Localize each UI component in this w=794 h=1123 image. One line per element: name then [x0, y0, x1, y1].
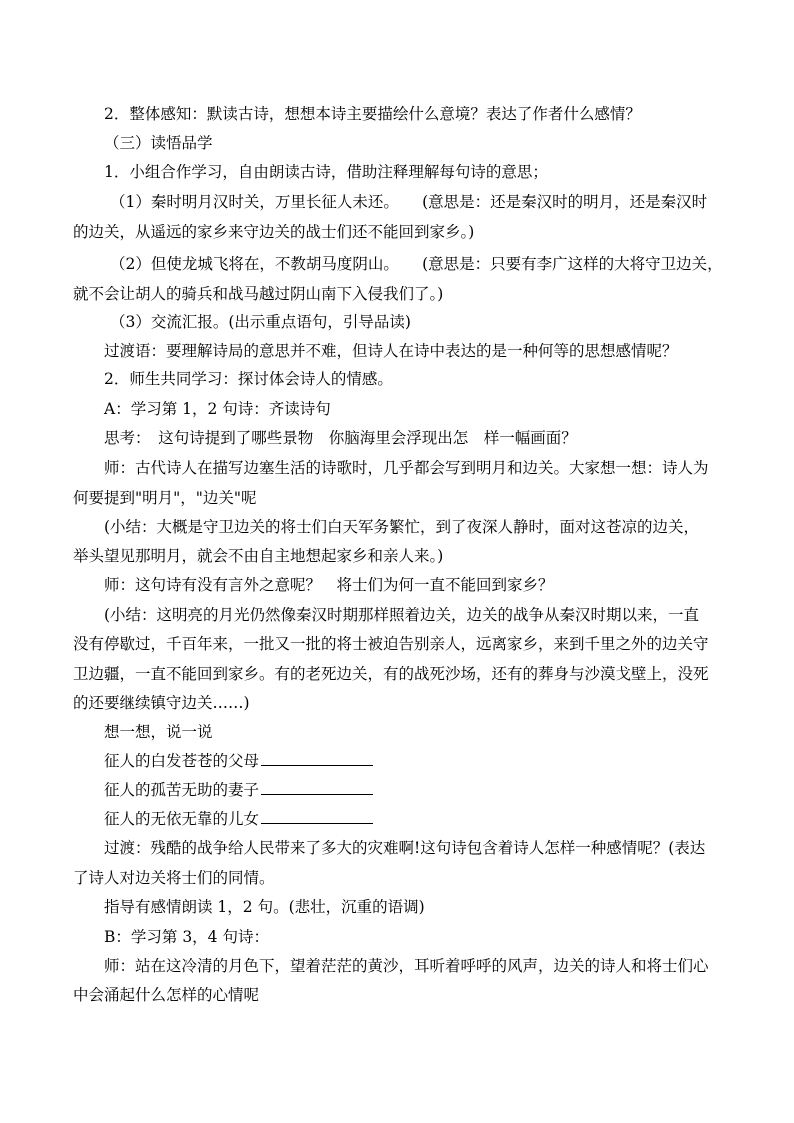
text-line: 2．师生共同学习：探讨体会诗人的情感。: [104, 370, 393, 388]
fill-in-label: 征人的白发苍苍的父母: [104, 752, 260, 770]
text-line: 卫边疆，一直不能回到家乡。有的老死边关，有的战死沙场，还有的葬身与沙漠戈壁上，没死: [73, 665, 709, 683]
fill-in-blank: [261, 780, 373, 795]
text-line: 的还要继续镇守边关……): [73, 694, 250, 712]
fill-in-label: 征人的孤苦无助的妻子: [104, 781, 260, 799]
text-line: 思考： 这句诗提到了哪些景物 你脑海里会浮现出怎 样一幅画面？: [104, 429, 577, 447]
text-line: 了诗人对边关将士们的同情。: [73, 869, 275, 887]
fill-in-line: [104, 751, 734, 771]
text-line: 指导有感情朗读 1，2 句。(悲壮，沉重的语调): [104, 898, 425, 916]
text-line: 就不会让胡人的骑兵和战马越过阴山南下入侵我们了。): [73, 285, 444, 303]
text-line: 过渡语：要理解诗局的意思并不难，但诗人在诗中表达的是一种何等的思想感情呢？: [104, 342, 678, 360]
section-heading: （三）读悟品学: [104, 134, 213, 152]
fill-in-blank: [261, 751, 373, 766]
text-line: 师：古代诗人在描写边塞生活的诗歌时，几乎都会写到明月和边关。大家想一想：诗人为: [104, 459, 709, 477]
text-line: 中会涌起什么怎样的心情呢: [73, 986, 260, 1004]
text-line: 举头望见那明月，就会不由自主地想起家乡和亲人来。): [73, 547, 444, 565]
text-line: 2．整体感知：默读古诗，想想本诗主要描绘什么意境？表达了作者什么感情？: [104, 105, 641, 123]
fill-in-line: [104, 809, 734, 829]
text-line: （1）秦时明月汉时关，万里长征人未还。 (意思是：还是秦汉时的明月，还是秦汉时: [110, 193, 708, 211]
text-line: 师：站在这冷清的月色下，望着茫茫的黄沙，耳听着呼呼的风声，边关的诗人和将士们心: [104, 957, 709, 975]
text-line: 过渡：残酷的战争给人民带来了多大的灾难啊!这句诗包含着诗人怎样一种感情呢？(表达: [104, 839, 706, 857]
fill-in-label: 征人的无依无靠的儿女: [104, 810, 260, 828]
text-line: B：学习第 3，4 句诗：: [104, 928, 269, 946]
text-line: 想一想，说一说: [104, 723, 213, 741]
text-line: 的边关，从遥远的家乡来守边关的战士们还不能回到家乡。): [73, 223, 475, 241]
text-line: (小结：这明亮的月光仍然像秦汉时期那样照着边关，边关的战争从秦汉时期以来，一直: [104, 606, 700, 624]
text-line: A：学习第 1，2 句诗：齐读诗句: [104, 400, 331, 418]
text-line: 1．小组合作学习，自由朗读古诗，借助注释理解每句诗的意思；: [104, 163, 548, 181]
text-line: 没有停歇过，千百年来，一批又一批的将士被迫告别亲人，远离家乡，来到千里之外的边关守: [73, 635, 709, 653]
text-line: 何要提到"明月"，"边关"呢: [73, 489, 257, 507]
text-line: (小结：大概是守卫边关的将士们白天军务繁忙，到了夜深人静时，面对这苍凉的边关，: [104, 518, 700, 536]
text-line: （3）交流汇报。(出示重点语句，引导品读): [110, 313, 411, 331]
fill-in-blank: [261, 809, 373, 824]
text-line: 师：这句诗有没有言外之意呢？ 将士们为何一直不能回到家乡？: [104, 576, 554, 594]
fill-in-line: [104, 780, 734, 800]
text-line: （2）但使龙城飞将在，不教胡马度阴山。 (意思是：只要有李广这样的大将守卫边关，: [110, 255, 723, 273]
